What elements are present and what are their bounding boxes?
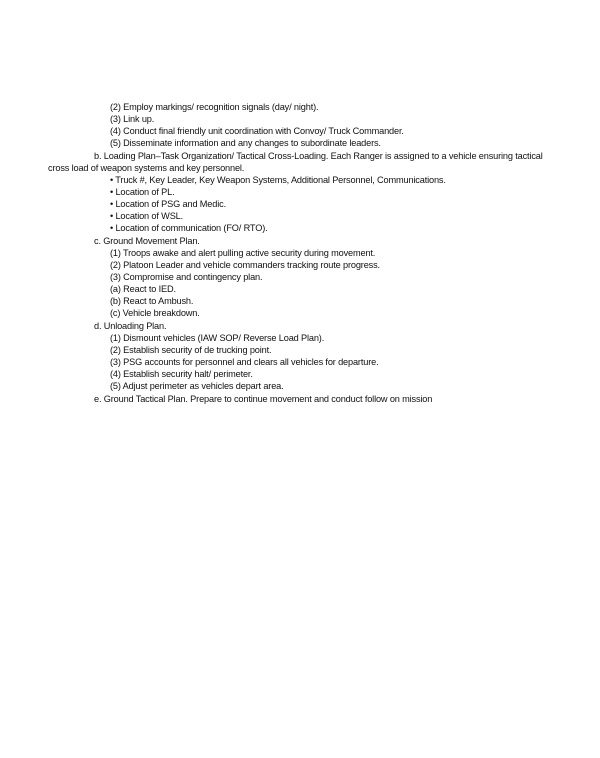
text-line: (c) Vehicle breakdown.: [110, 308, 200, 318]
text-line: (2) Platoon Leader and vehicle commanders tracking route progress.: [110, 260, 380, 270]
text-line: (a) React to IED.: [110, 284, 176, 294]
text-line: (b) React to Ambush.: [110, 296, 194, 306]
text-line: (4) Conduct final friendly unit coordination with Convoy/ Truck Commander.: [110, 126, 404, 136]
section-heading-e: e. Ground Tactical Plan. Prepare to continue movement and conduct follow on mission: [94, 394, 433, 404]
section-heading-b: b. Loading Plan–Task Organization/ Tactical Cross-Loading. Each Ranger is assigned to a vehicle ensuring tactical: [94, 151, 543, 161]
text-line: (3) Link up.: [110, 114, 155, 124]
text-line: (5) Adjust perimeter as vehicles depart area.: [110, 381, 284, 391]
bullet-item: • Location of WSL.: [110, 211, 184, 221]
text-line: (4) Establish security halt/ perimeter.: [110, 369, 253, 379]
bullet-item: • Truck #, Key Leader, Key Weapon Systems, Additional Personnel, Communications.: [110, 175, 446, 185]
text-line: (3) PSG accounts for personnel and clears all vehicles for departure.: [110, 357, 379, 367]
section-heading-d: d. Unloading Plan.: [94, 321, 167, 331]
bullet-item: • Location of PSG and Medic.: [110, 199, 226, 209]
text-line: cross load of weapon systems and key personnel.: [48, 163, 245, 173]
section-heading-c: c. Ground Movement Plan.: [94, 236, 200, 246]
text-line: (2) Employ markings/ recognition signals (day/ night).: [110, 102, 319, 112]
text-line: (1) Troops awake and alert pulling active security during movement.: [110, 248, 376, 258]
text-line: (1) Dismount vehicles (IAW SOP/ Reverse Load Plan).: [110, 333, 325, 343]
text-line: (2) Establish security of de trucking point.: [110, 345, 272, 355]
bullet-item: • Location of PL.: [110, 187, 175, 197]
text-line: (5) Disseminate information and any changes to subordinate leaders.: [110, 138, 381, 148]
text-line: (3) Compromise and contingency plan.: [110, 272, 263, 282]
bullet-item: • Location of communication (FO/ RTO).: [110, 223, 268, 233]
